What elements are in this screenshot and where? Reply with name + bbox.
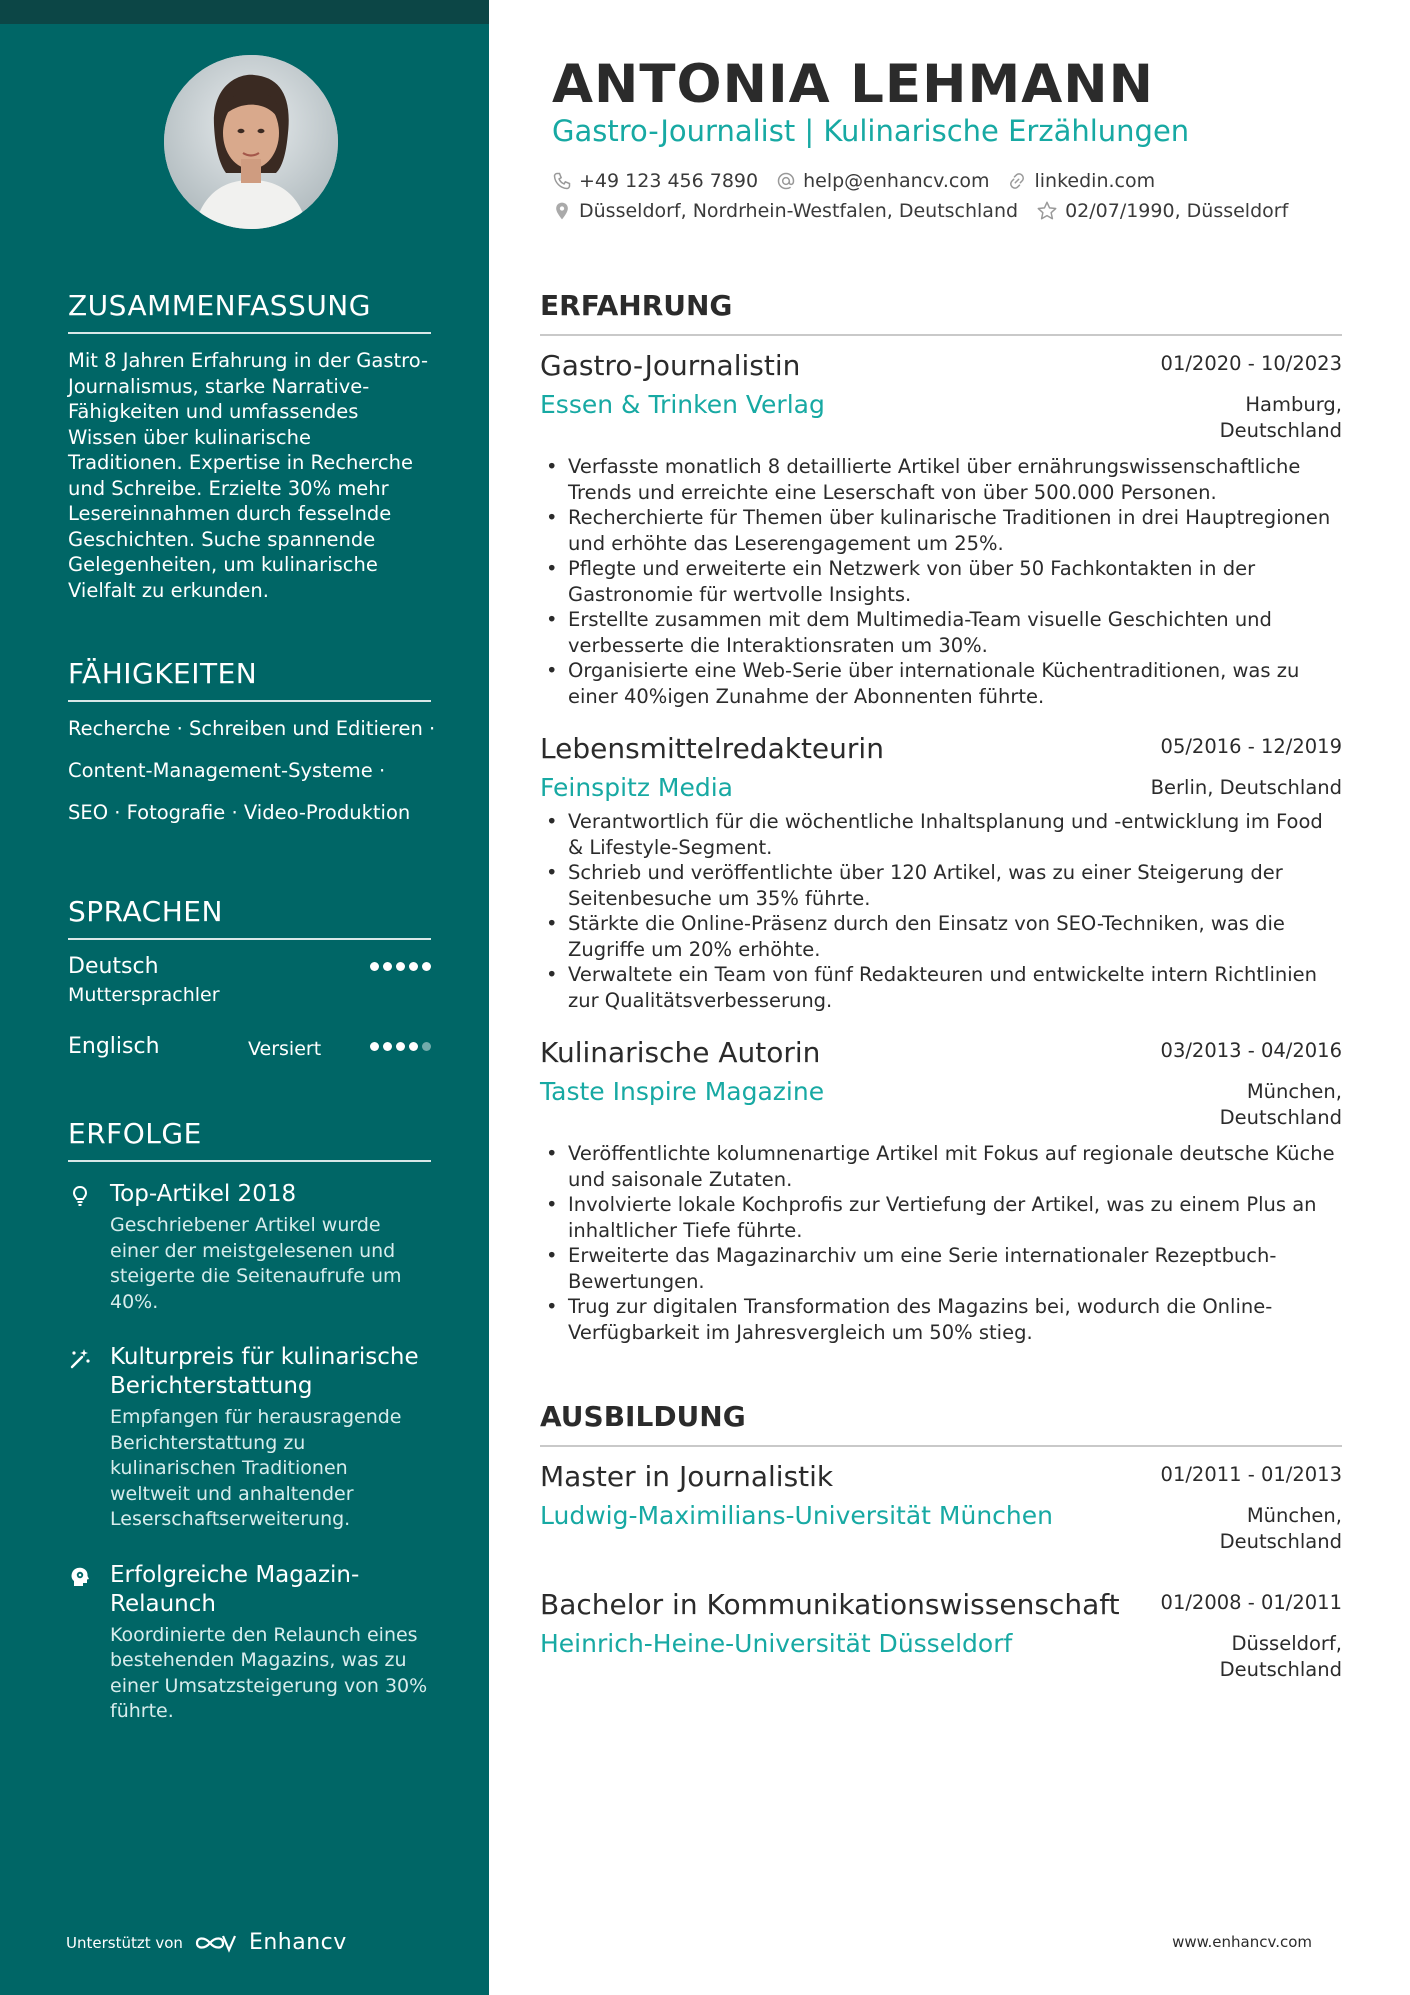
footer-website[interactable]: www.enhancv.com bbox=[1172, 1933, 1312, 1951]
language-level: Muttersprachler bbox=[68, 984, 220, 1006]
achievement-title: Kulturpreis für kulinarische Berichterstattung bbox=[110, 1344, 419, 1399]
achievement-title: Top-Artikel 2018 bbox=[110, 1181, 297, 1207]
star-icon bbox=[1036, 200, 1058, 222]
magic-wand-icon bbox=[68, 1347, 92, 1371]
phone-item bbox=[552, 170, 758, 192]
job-bullet: • Verwaltete ein Team von fünf Redakteuren und entwickelte intern Richtlinien zur Qualitätsverbesserung. bbox=[540, 962, 1342, 1013]
experience-section bbox=[540, 289, 1342, 1345]
email-item bbox=[776, 170, 989, 192]
job-bullet: • Recherchierte für Themen über kulinarische Traditionen in drei Hauptregionen und erhöhte das Leserengagement um 25%. bbox=[540, 505, 1342, 556]
skills-line: Content-Management-Systeme · bbox=[68, 759, 386, 782]
job-bullet: • Verfasste monatlich 8 detaillierte Artikel über ernährungswissenschaftliche Trends und erreichte eine Leserschaft von über 500.000 Personen. bbox=[540, 454, 1342, 505]
location-pin-icon bbox=[552, 201, 572, 221]
rating-dot bbox=[370, 962, 379, 971]
link-icon bbox=[1007, 171, 1027, 191]
birth-item bbox=[1036, 200, 1288, 222]
language-rating bbox=[370, 1042, 431, 1051]
link-text[interactable]: linkedin.com bbox=[1034, 170, 1156, 192]
sidebar-top-bar bbox=[0, 0, 489, 24]
lightbulb-icon bbox=[68, 1184, 92, 1208]
job-bullet: • Trug zur digitalen Transformation des Magazins bei, wodurch die Online-Verfügbarkeit im Jahresvergleich um 50% stieg. bbox=[540, 1294, 1342, 1345]
degree-title: Master in Journalistik bbox=[540, 1460, 834, 1493]
skills-section bbox=[68, 657, 436, 825]
link-item bbox=[1007, 170, 1155, 192]
contact-row bbox=[552, 200, 1288, 222]
candidate-name: ANTONIA LEHMANN bbox=[552, 54, 1154, 115]
profile-photo bbox=[164, 55, 338, 229]
job-bullets bbox=[540, 454, 1342, 709]
languages-title: SPRACHEN bbox=[68, 895, 431, 940]
rating-dot bbox=[396, 962, 405, 971]
language-rating bbox=[370, 962, 431, 971]
languages-section bbox=[68, 895, 431, 1092]
location-text: Düsseldorf, Nordrhein-Westfalen, Deutschland bbox=[579, 200, 1019, 222]
job-bullet: • Verantwortlich für die wöchentliche Inhaltsplanung und -entwicklung im Food & Lifestyle-Segment. bbox=[540, 809, 1342, 860]
job-bullet: • Erweiterte das Magazinarchiv um eine Serie internationaler Rezeptbuch-Bewertungen. bbox=[540, 1243, 1342, 1294]
job-bullet: • Involvierte lokale Kochprofis zur Vertiefung der Artikel, was zu einem Plus an inhaltlicher Tiefe führte. bbox=[540, 1192, 1342, 1243]
rating-dot bbox=[409, 962, 418, 971]
summary-title: ZUSAMMENFASSUNG bbox=[68, 289, 431, 334]
school-name: Heinrich-Heine-Universität Düsseldorf bbox=[540, 1629, 1013, 1658]
language-item bbox=[68, 1034, 431, 1092]
job-location: Berlin, Deutschland bbox=[1150, 776, 1342, 799]
achievement-desc: Geschriebener Artikel wurde einer der meistgelesenen und steigerte die Seitenaufrufe um 40%. bbox=[110, 1214, 402, 1313]
skills-title: FÄHIGKEITEN bbox=[68, 657, 431, 702]
degree-title: Bachelor in Kommunikationswissenschaft bbox=[540, 1588, 1120, 1621]
job-title: Kulinarische Autorin bbox=[540, 1036, 821, 1069]
powered-by-label: Unterstützt von bbox=[66, 1933, 183, 1952]
summary-section bbox=[68, 289, 431, 603]
experience-title: ERFAHRUNG bbox=[540, 289, 1342, 336]
achievement-desc: Empfangen für herausragende Berichterstattung zu kulinarischen Traditionen weltweit und anhaltender Leserschaftserweiterung. bbox=[110, 1406, 402, 1530]
phone-icon bbox=[552, 171, 572, 191]
job-date: 01/2020 - 10/2023 bbox=[1160, 352, 1342, 375]
school-name: Ludwig-Maximilians-Universität München bbox=[540, 1501, 1053, 1530]
job-location: Hamburg, Deutschland bbox=[1219, 393, 1342, 442]
education-section bbox=[540, 1400, 1342, 1681]
enhancv-logo-icon bbox=[193, 1932, 239, 1954]
job-location: München, Deutschland bbox=[1219, 1080, 1342, 1129]
language-name: Deutsch bbox=[68, 954, 159, 979]
achievement-desc: Koordinierte den Relaunch eines bestehenden Magazins, was zu einer Umsatzsteigerung von 30% führte. bbox=[110, 1623, 428, 1722]
rating-dot bbox=[370, 1042, 379, 1051]
skills-line: SEO · Fotografie · Video-Produktion bbox=[68, 801, 411, 824]
job-company: Feinspitz Media bbox=[540, 773, 733, 802]
rating-dot bbox=[396, 1042, 405, 1051]
job-company: Taste Inspire Magazine bbox=[540, 1077, 825, 1106]
sidebar bbox=[0, 0, 489, 1995]
phone-text[interactable]: +49 123 456 7890 bbox=[579, 170, 759, 192]
education-date: 01/2011 - 01/2013 bbox=[1160, 1463, 1342, 1486]
achievements-title: ERFOLGE bbox=[68, 1117, 431, 1162]
job-bullet: • Organisierte eine Web-Serie über internationale Küchentraditionen, was zu einer 40%igen Zunahme der Abonnenten führte. bbox=[540, 658, 1342, 709]
rating-dot bbox=[383, 962, 392, 971]
education-entry bbox=[540, 1587, 1342, 1681]
rating-dot bbox=[422, 962, 431, 971]
job-title: Lebensmittelredakteurin bbox=[540, 732, 884, 765]
job-bullet: • Erstellte zusammen mit dem Multimedia-Team visuelle Geschichten und verbesserte die Interaktionsraten um 30%. bbox=[540, 607, 1342, 658]
job-company: Essen & Trinken Verlag bbox=[540, 390, 825, 419]
language-item bbox=[68, 954, 431, 1012]
job-entry bbox=[540, 348, 1342, 709]
job-bullets bbox=[540, 809, 1342, 1013]
achievement-item bbox=[68, 1561, 431, 1725]
achievements-section bbox=[68, 1117, 431, 1725]
rating-dot bbox=[409, 1042, 418, 1051]
achievement-item bbox=[68, 1343, 431, 1533]
enhancv-brand: Enhancv bbox=[248, 1930, 347, 1955]
job-bullet: • Pflegte und erweiterte ein Netzwerk von über 50 Fachkontakten in der Gastronomie für wertvolle Insights. bbox=[540, 556, 1342, 607]
rating-dot-empty bbox=[422, 1042, 431, 1051]
rating-dot bbox=[383, 1042, 392, 1051]
job-bullet: • Schrieb und veröffentlichte über 120 Artikel, was zu einer Steigerung der Seitenbesuche um 35% führte. bbox=[540, 860, 1342, 911]
contact-row bbox=[552, 170, 1155, 192]
job-entry bbox=[540, 731, 1342, 1013]
job-bullet: • Veröffentlichte kolumnenartige Artikel mit Fokus auf regionale deutsche Küche und saisonale Zutaten. bbox=[540, 1141, 1342, 1192]
achievement-item bbox=[68, 1180, 431, 1315]
job-bullet: • Stärkte die Online-Präsenz durch den Einsatz von SEO-Techniken, was die Zugriffe um 20% erhöhte. bbox=[540, 911, 1342, 962]
job-entry bbox=[540, 1035, 1342, 1345]
email-text[interactable]: help@enhancv.com bbox=[803, 170, 990, 192]
education-title: AUSBILDUNG bbox=[540, 1400, 1342, 1447]
powered-by bbox=[66, 1930, 347, 1955]
job-bullets bbox=[540, 1141, 1342, 1345]
education-location: Düsseldorf, Deutschland bbox=[1219, 1632, 1342, 1681]
education-location: München, Deutschland bbox=[1219, 1504, 1342, 1553]
job-date: 03/2013 - 04/2016 bbox=[1160, 1039, 1342, 1062]
summary-text: Mit 8 Jahren Erfahrung in der Gastro-Journalismus, starke Narrative-Fähigkeiten und umfassendes Wissen über kulinarische Traditionen. Expertise in Recherche und Schreibe. Erzielte 30% mehr Lesereinnahmen durch fesselnde Geschichten. Suche spannende Gelegenheiten, um kulinarische Vielfalt zu erkunden. bbox=[68, 349, 429, 602]
head-gear-icon bbox=[68, 1565, 92, 1589]
candidate-headline: Gastro-Journalist | Kulinarische Erzählungen bbox=[552, 114, 1190, 148]
at-icon bbox=[776, 171, 796, 191]
skills-line: Recherche · Schreiben und Editieren · bbox=[68, 717, 436, 740]
location-item bbox=[552, 200, 1018, 222]
education-date: 01/2008 - 01/2011 bbox=[1160, 1591, 1342, 1614]
education-entry bbox=[540, 1459, 1342, 1561]
achievement-title: Erfolgreiche Magazin-Relaunch bbox=[110, 1561, 360, 1617]
language-level: Versiert bbox=[248, 1038, 322, 1060]
language-name: Englisch bbox=[68, 1034, 160, 1059]
job-date: 05/2016 - 12/2019 bbox=[1160, 735, 1342, 758]
job-title: Gastro-Journalistin bbox=[540, 349, 801, 382]
birth-text: 02/07/1990, Düsseldorf bbox=[1065, 200, 1289, 222]
